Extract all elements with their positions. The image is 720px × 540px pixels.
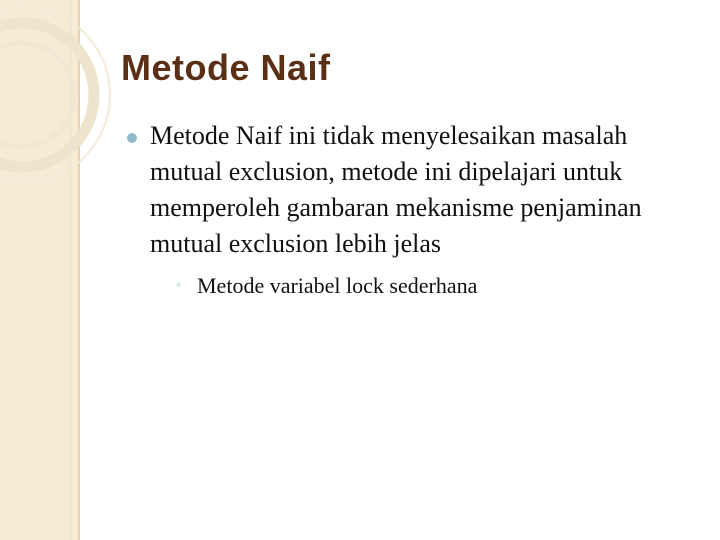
bullet-text: Metode Naif ini tidak menyelesaikan masalah mutual exclusion, metode ini dipelajari untuk memperoleh gambaran mekanisme penjaminan mutual exclusion lebih jelas: [150, 121, 642, 258]
hollow-circle-bullet-icon: ◦: [176, 278, 181, 293]
sub-bullet-text: Metode variabel lock sederhana: [197, 273, 478, 298]
filled-circle-bullet-icon: [127, 133, 137, 143]
sub-bullet-item: [150, 272, 697, 300]
slide-content: [127, 118, 697, 300]
bullet-item: [127, 118, 697, 300]
slide-title: Metode Naif: [121, 47, 331, 88]
